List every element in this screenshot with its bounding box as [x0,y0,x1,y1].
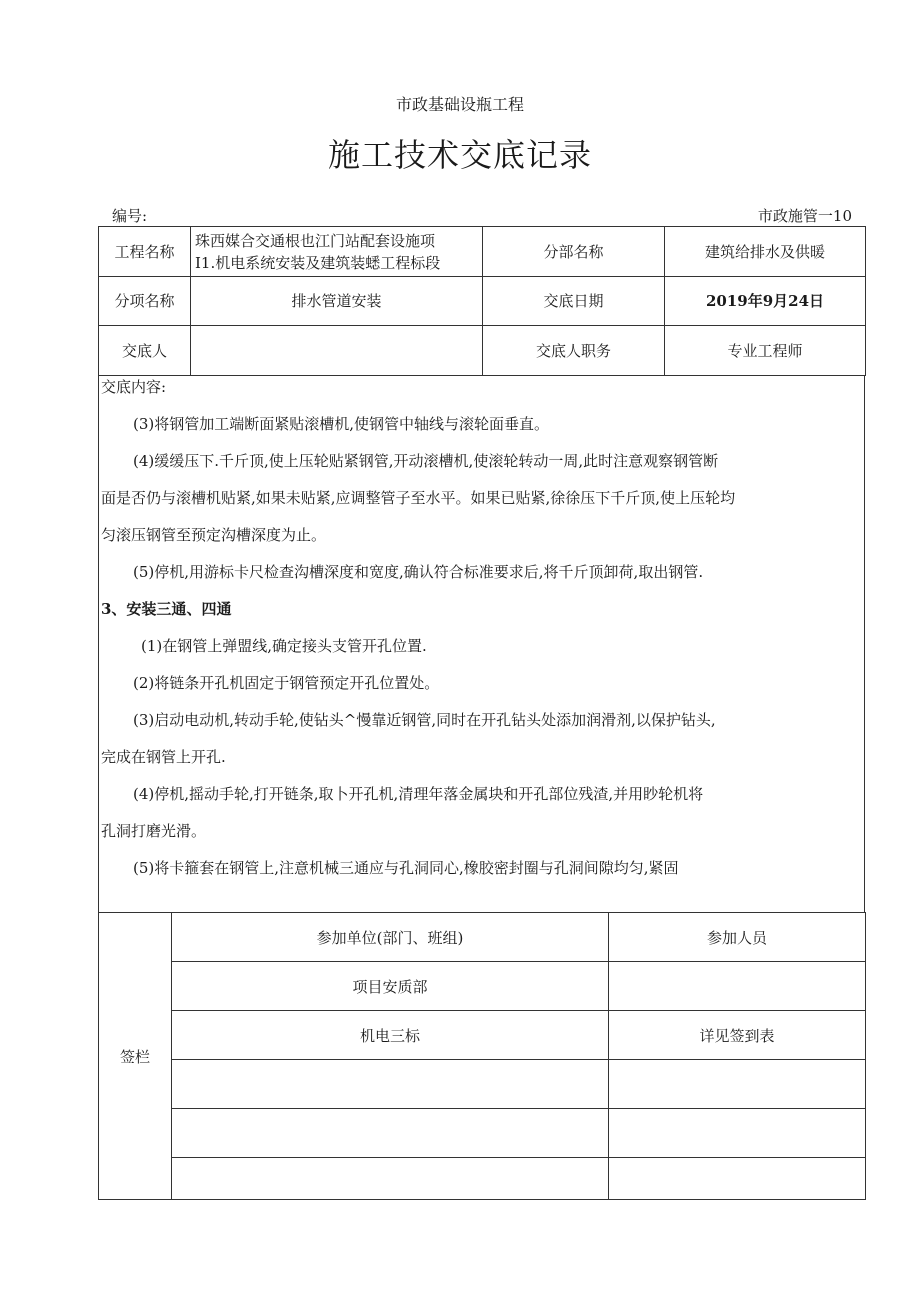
info-row-discloser [99,326,866,376]
subitem-label: 分项名称 [99,277,191,326]
sign-section-label: 签栏 [99,913,172,1200]
info-row-project [99,227,866,277]
record-number-value: 市政施管一10 [757,207,852,225]
position-value: 专业工程师 [665,326,866,376]
date-value: 2019年9月24日 [665,277,866,326]
sign-person-cell [609,962,866,1011]
sign-person-cell [609,1060,866,1109]
division-value: 建筑给排水及供暖 [665,227,866,277]
info-table [98,226,866,376]
discloser-label: 交底人 [99,326,191,376]
sign-header-row [99,913,866,962]
content-paragraph: (5)停机,用游标卡尺检查沟槽深度和宽度,确认符合标准要求后,将千斤顶卸荷,取出钢管. [133,563,704,581]
sign-unit-cell [172,1158,609,1200]
division-label: 分部名称 [483,227,665,277]
project-name-label: 工程名称 [99,227,191,277]
content-paragraph: 面是否仍与滚槽机贴紧,如果未贴紧,应调整管子至水平。如果已贴紧,徐徐压下千斤顶,使上压轮均 [101,489,736,507]
table-row [99,1158,866,1200]
discloser-value [191,326,483,376]
content-paragraph: (3)启动电动机,转动手轮,使钻头^慢靠近钢管,同时在开孔钻头处添加润滑剂,以保护钻头, [133,711,716,729]
content-paragraph: (5)将卡箍套在钢管上,注意机械三通应与孔洞同心,橡胶密封圈与孔洞间隙均匀,紧固 [133,859,679,877]
sign-person-cell [609,1158,866,1200]
sign-col-unit: 参加单位(部门、班组) [172,913,609,962]
table-row [99,962,866,1011]
project-name-line2: I1.机电系统安装及建筑装蟋工程标段 [195,253,441,272]
table-row [99,1060,866,1109]
content-paragraph: (4)缓缓压下.千斤顶,使上压轮贴紧钢管,开动滚槽机,使滚轮转动一周,此时注意观察钢管断 [133,452,719,470]
content-label: 交底内容: [101,378,167,396]
content-paragraph: 孔洞打磨光滑。 [101,822,207,840]
table-row [99,1109,866,1158]
content-paragraph: 匀滚压钢管至预定沟槽深度为止。 [101,526,327,544]
sign-table [98,912,866,1200]
sign-unit-cell [172,1060,609,1109]
content-section-heading: 3、安装三通、四通 [101,600,232,618]
sign-person-cell: 详见签到表 [609,1011,866,1060]
content-paragraph: 完成在钢管上开孔. [101,748,226,766]
page-subtitle: 市政基础设瓶工程 [395,95,524,114]
project-name-value [191,227,483,277]
page-title: 施工技术交底记录 [327,136,592,174]
sign-col-person: 参加人员 [609,913,866,962]
content-paragraph: (2)将链条开孔机固定于钢管预定开孔位置处。 [133,674,440,692]
content-paragraph: (1)在钢管上弹盟线,确定接头支管开孔位置. [141,637,427,655]
content-paragraph: (4)停机,摇动手轮,打开链条,取卜开孔机,清理年落金属块和开孔部位残渣,并用眇轮机将 [133,785,704,803]
sign-unit-cell [172,1109,609,1158]
project-name-line1: 珠西媒合交通根也江门站配套设施项 [195,231,436,250]
table-row [99,1011,866,1060]
content-paragraph: (3)将钢管加工端断面紧贴滚槽机,使钢管中轴线与滚轮面垂直。 [133,415,550,433]
date-label: 交底日期 [483,277,665,326]
record-number-label: 编号: [112,207,148,225]
info-row-subitem [99,277,866,326]
sign-person-cell [609,1109,866,1158]
subitem-value: 排水管道安装 [191,277,483,326]
disclosure-content [98,375,865,913]
sign-unit-cell: 机电三标 [172,1011,609,1060]
sign-unit-cell: 项目安质部 [172,962,609,1011]
position-label: 交底人职务 [483,326,665,376]
